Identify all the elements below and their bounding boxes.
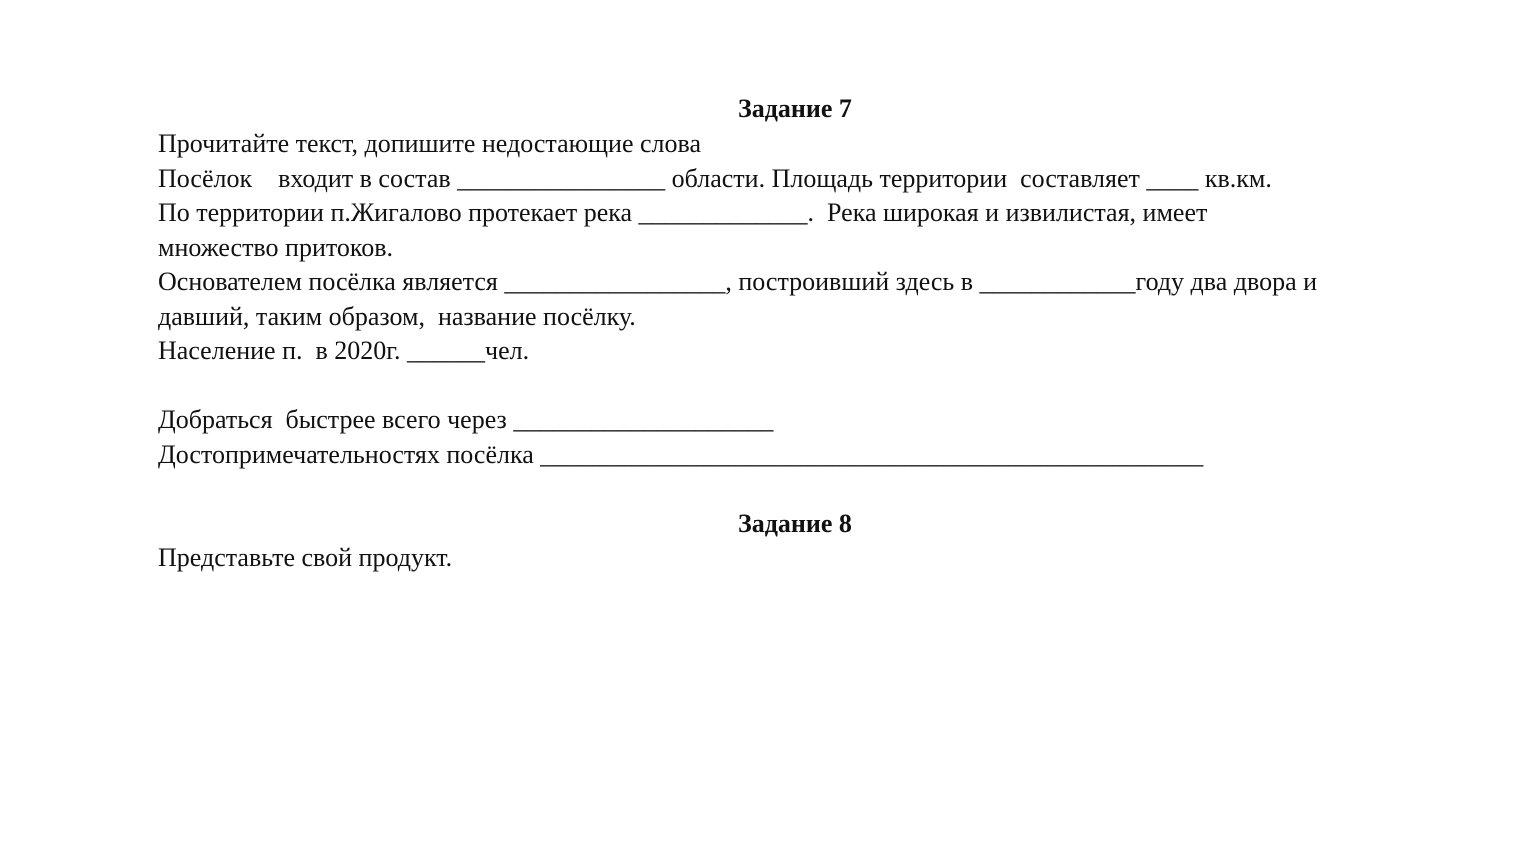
task-7-line-sights: Достопримечательностях посёлка ___________________________________________________ bbox=[158, 440, 1204, 469]
task-8-title: Задание 8 bbox=[738, 509, 852, 538]
task-7-line-population: Население п. в 2020г. ______чел. bbox=[158, 336, 530, 365]
task-7-instruction: Прочитайте текст, допишите недостающие слова bbox=[158, 129, 701, 158]
task-7-line-tributaries: множество притоков. bbox=[158, 233, 393, 262]
task-8-instruction: Представьте свой продукт. bbox=[158, 543, 453, 572]
task-7-line-name-origin: давший, таким образом, название посёлку. bbox=[158, 302, 636, 331]
task-7-line-region: Посёлок входит в состав ________________ области. Площадь территории составляет ____ кв.км. bbox=[158, 164, 1272, 193]
task-7-line-route: Добраться быстрее всего через ____________________ bbox=[158, 405, 774, 434]
task-7-line-founder: Основателем посёлка является _________________, построивший здесь в ____________году два двора и bbox=[158, 267, 1318, 296]
task-7-line-river: По территории п.Жигалово протекает река _____________. Река широкая и извилистая, имеет bbox=[158, 198, 1208, 227]
task-7-title: Задание 7 bbox=[738, 94, 852, 123]
